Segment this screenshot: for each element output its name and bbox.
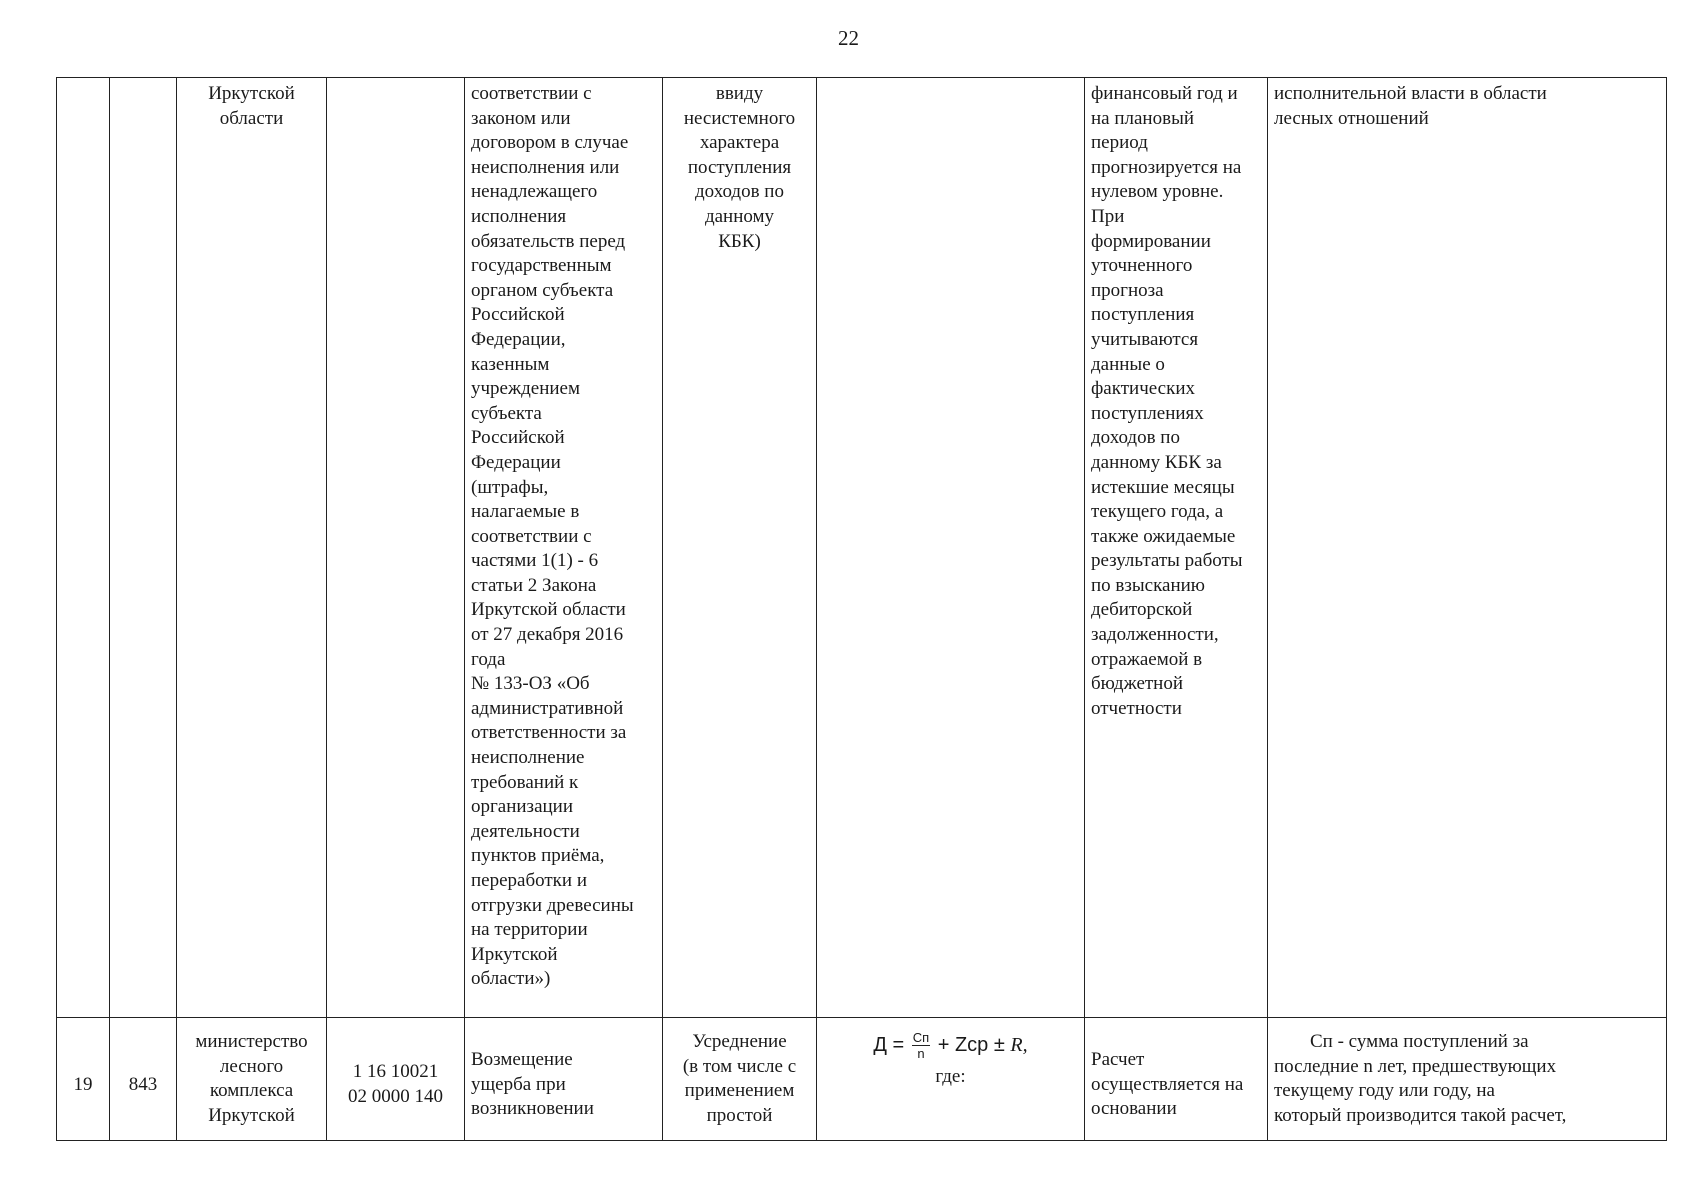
cell-formula	[817, 1018, 1085, 1141]
cell-revenue-name: соответствии с законом или договором в случае неисполнения или ненадлежащего исполнения обязательств перед государственным органом субъекта Российской Федерации, казенным учреждением субъекта Российской Федерации (штрафы, налагаемые в соответствии с частями 1(1) - 6 статьи 2 Закона Иркутской области от 27 декабря 2016 года № 133-ОЗ «Об административной ответственности за неисполнение требований к организации деятельности пунктов приёма, переработки и отгрузки древесины на территории Иркутской области»)	[465, 78, 663, 1018]
cell-revenue-name: Возмещение ущерба при возникновении	[465, 1018, 663, 1141]
cell-code: 843	[110, 1018, 177, 1141]
table-row-19	[57, 1018, 1667, 1141]
table-row-continued	[57, 78, 1667, 1018]
cell-method: Усреднение (в том числе с применением простой	[663, 1018, 817, 1141]
formula-r: R,	[1010, 1033, 1028, 1056]
formula-denominator: n	[917, 1046, 925, 1061]
cell-description: исполнительной власти в области лесных отношений	[1268, 78, 1667, 1018]
cell-method: ввиду несистемного характера поступления доходов по данному КБК)	[663, 78, 817, 1018]
cell-code	[110, 78, 177, 1018]
cell-kbk: 1 16 10021 02 0000 140	[327, 1018, 465, 1141]
cell-num: 19	[57, 1018, 110, 1141]
cell-formula	[817, 78, 1085, 1018]
formula-rest: + Zср ±	[937, 1033, 1005, 1056]
cell-num	[57, 78, 110, 1018]
cell-algorithm: Расчет осуществляется на основании	[1085, 1018, 1268, 1141]
formula-where: где:	[935, 1066, 966, 1087]
page-number: 22	[838, 26, 859, 50]
formula	[873, 1030, 1028, 1061]
formula-lhs: Д =	[873, 1033, 905, 1056]
revenue-forecast-table	[56, 77, 1667, 1141]
cell-description: Сп - сумма поступлений за последние n лет, предшествующих текущему году или году, на который производится такой расчет,	[1268, 1018, 1667, 1141]
cell-admin-name: Иркутской области	[177, 78, 327, 1018]
cell-admin-name: министерство лесного комплекса Иркутской	[177, 1018, 327, 1141]
cell-algorithm: финансовый год и на плановый период прогнозируется на нулевом уровне. При формировании уточненного прогноза поступления учитываются данные о фактических поступлениях доходов по данному КБК за истекшие месяцы текущего года, а также ожидаемые результаты работы по взысканию дебиторской задолженности, отражаемой в бюджетной отчетности	[1085, 78, 1268, 1018]
cell-kbk	[327, 78, 465, 1018]
formula-fraction	[912, 1030, 930, 1061]
formula-numerator: Сп	[912, 1030, 930, 1045]
